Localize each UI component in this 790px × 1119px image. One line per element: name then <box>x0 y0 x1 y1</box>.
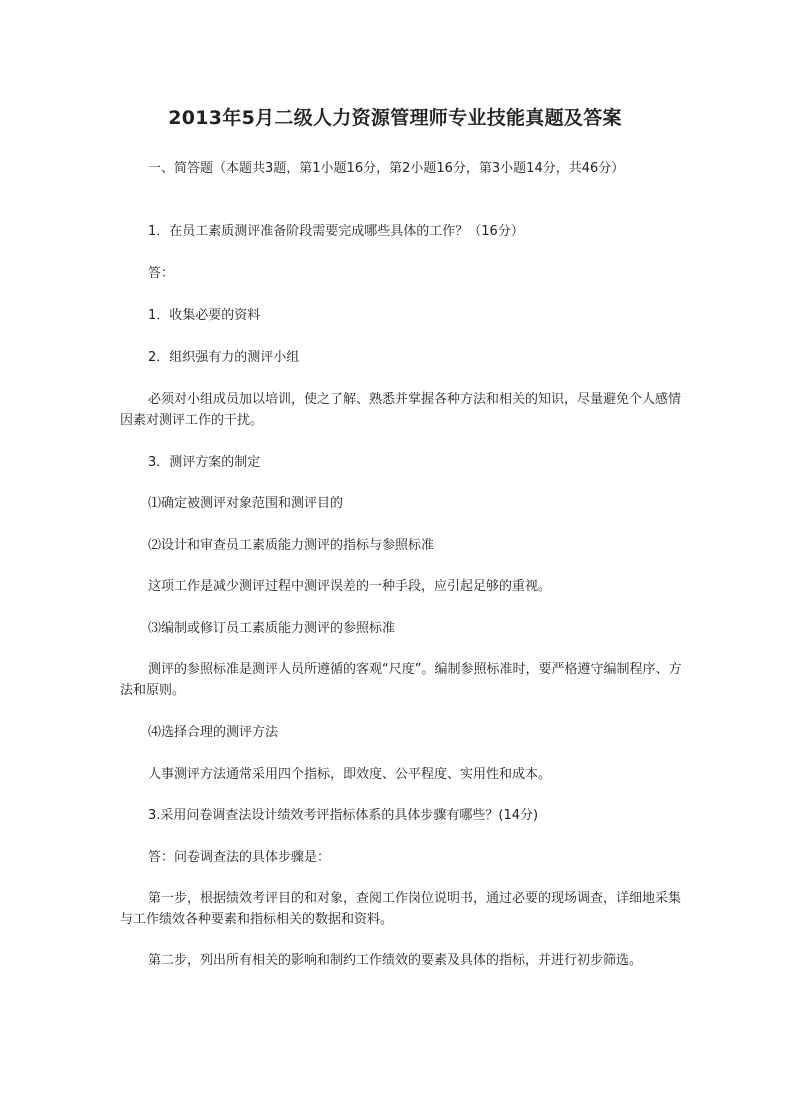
answer-paragraph: 第二步，列出所有相关的影响和制约工作绩效的要素及具体的指标，并进行初步筛选。 <box>148 953 643 968</box>
sub-item-1: ⑴确定被测评对象范围和测评目的 <box>148 496 344 511</box>
question-1: 1．在员工素质测评准备阶段需要完成哪些具体的工作？（16分） <box>148 224 524 239</box>
answer-paragraph: 测评的参照标准是测评人员所遵循的客观“尺度”。编制参照标准时，要严格遵守编制程序、方法和原则。 <box>120 662 682 698</box>
answer-item-2: 2．组织强有力的测评小组 <box>148 350 300 365</box>
sub-item-3: ⑶编制或修订员工素质能力测评的参照标准 <box>148 621 396 636</box>
document-title: 2013年5月二级人力资源管理师专业技能真题及答案 <box>168 107 622 129</box>
answer-paragraph: 必须对小组成员加以培训，使之了解、熟悉并掌握各种方法和相关的知识，尽量避免个人感情因素对测评工作的干扰。 <box>120 392 682 428</box>
answer-paragraph: 这项工作是减少测评过程中测评误差的一种手段，应引起足够的重视。 <box>148 579 552 594</box>
answer-label: 答： <box>148 266 175 281</box>
section-heading: 一、简答题（本题共3题，第1小题16分，第2小题16分，第3小题14分，共46分） <box>148 161 625 176</box>
answer-item-1: 1．收集必要的资料 <box>148 308 261 323</box>
answer-item-3: 3．测评方案的制定 <box>148 455 261 470</box>
question-3: 3.采用问卷调查法设计绩效考评指标体系的具体步骤有哪些？(14分) <box>148 808 539 823</box>
answer-label: 答：问卷调查法的具体步骤是： <box>148 850 331 865</box>
answer-paragraph: 人事测评方法通常采用四个指标，即效度、公平程度、实用性和成本。 <box>148 767 552 782</box>
answer-paragraph: 第一步，根据绩效考评目的和对象，查阅工作岗位说明书，通过必要的现场调查，详细地采集与工作绩效各种要素和指标相关的数据和资料。 <box>120 891 682 927</box>
sub-item-4: ⑷选择合理的测评方法 <box>148 725 279 740</box>
sub-item-2: ⑵设计和审查员工素质能力测评的指标与参照标准 <box>148 538 435 553</box>
